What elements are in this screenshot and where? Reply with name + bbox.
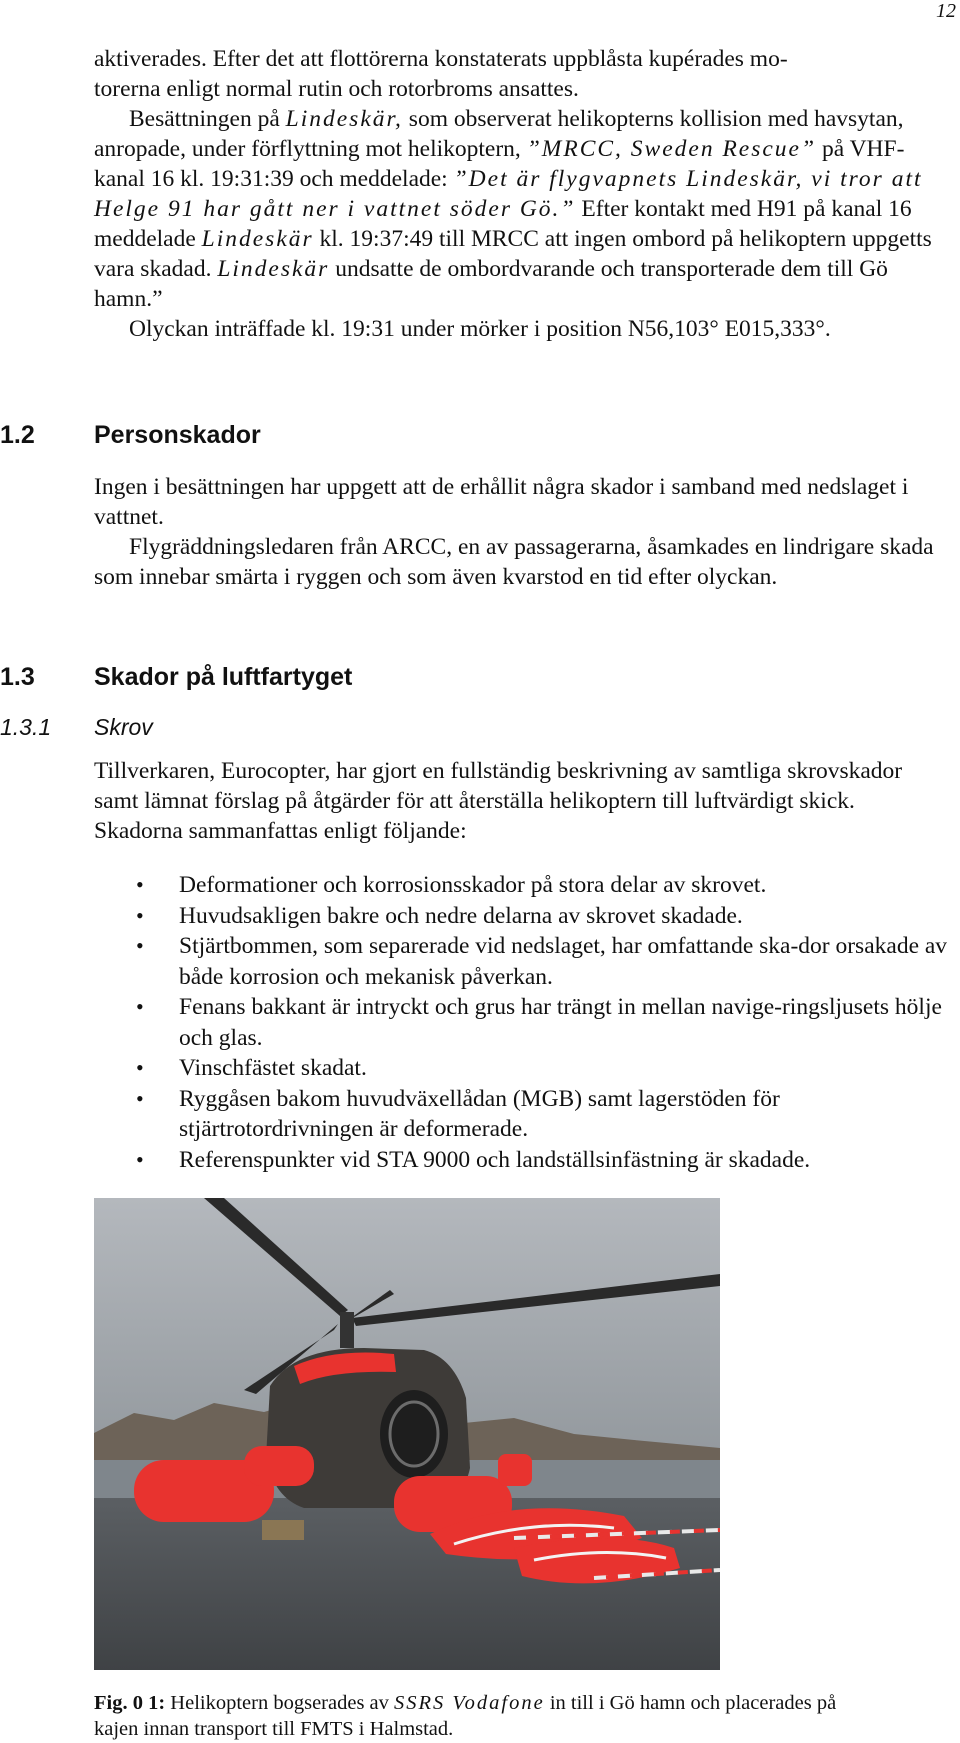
vessel-name: Lindeskär,: [285, 106, 403, 132]
list-item: • Deformationer och korrosionsskador på stora delar av skrovet.: [94, 870, 954, 901]
figure-caption: [94, 1690, 854, 1742]
paragraph-manufacturer: Tillverkaren, Eurocopter, har gjort en fullständig beskrivning av samtliga skrovskador samt lämnat förslag på åtgärder för att återställa helikoptern till luftvärdigt skick. Skadorna sammanfattas enligt följande:: [94, 758, 903, 844]
subsection-number: 1.3.1: [0, 714, 52, 740]
radio-message-quote: ”Det är flygvapnets Lindeskär, vi tror att Helge 91 har gått ner i vattnet söder Gö.”: [94, 166, 923, 222]
helicopter-illustration: [94, 1198, 720, 1670]
text-run: Besättningen på: [129, 106, 286, 132]
text-run: undsatte de ombordvarande och transporterade dem till Gö hamn.”: [94, 256, 888, 312]
section-title: Skador på luftfartyget: [94, 663, 353, 691]
paragraph-crew-injuries: Ingen i besättningen har uppgett att de erhållit några skador i samband med nedslaget i vattnet.: [94, 474, 909, 530]
text-run: Efter kontakt med H91 på kanal 16 meddelade: [94, 196, 912, 252]
rotor-mast: [340, 1312, 354, 1348]
list-item: • Stjärtbommen, som separerade vid nedslaget, har omfattande ska-dor orsakade av både korrosion och mekanisk påverkan.: [94, 931, 954, 992]
list-item: • Huvudsakligen bakre och nedre delarna av skrovet skadade.: [94, 901, 954, 932]
radio-callsign-quote: ”MRCC, Sweden Rescue”: [526, 136, 817, 162]
subsection-title: Skrov: [94, 714, 153, 740]
vessel-name: SSRS Vodafone: [394, 1692, 545, 1714]
text-line: aktiverades. Efter det att flottörerna konstaterats uppblåsta kupérades mo-: [94, 46, 788, 72]
damage-list: [94, 870, 954, 1175]
caption-text: Helikoptern bogserades av: [165, 1692, 395, 1714]
section-number: 1.2: [0, 421, 35, 449]
vessel-name: Lindeskär: [201, 226, 314, 252]
helicopter-photo: [94, 1198, 720, 1670]
section-number: 1.3: [0, 663, 35, 691]
vessel-name: Lindeskär: [217, 256, 330, 282]
text-line: torerna enligt normal rutin och rotorbroms ansattes.: [94, 76, 579, 102]
paragraph-passenger-injury: Flygräddningsledaren från ARCC, en av passagerarna, åsamkades en lindrigare skada som innebar smärta i ryggen och som även kvarstod en tid efter olyckan.: [94, 534, 934, 590]
section-title: Personskador: [94, 421, 261, 449]
list-item: • Referenspunkter vid STA 9000 och landställsinfästning är skadade.: [94, 1145, 954, 1176]
text-run: som observerat helikopterns kollision med havsytan, anropade, under förflyttning mot helikoptern,: [94, 106, 904, 162]
paragraph-continuation: [94, 44, 940, 104]
landing-pallet: [262, 1520, 304, 1540]
paragraph-position: Olyckan inträffade kl. 19:31 under mörker i position N56,103° E015,333°.: [129, 316, 831, 342]
list-item: • Ryggåsen bakom huvudväxellådan (MGB) samt lagerstöden för stjärtrotordrivningen är deformerade.: [94, 1084, 954, 1145]
list-item: • Vinschfästet skadat.: [94, 1053, 954, 1084]
list-item: • Fenans bakkant är intryckt och grus har trängt in mellan navige-ringsljusets hölje och glas.: [94, 992, 954, 1053]
paragraph-radio-call: [94, 104, 940, 314]
caption-text: in till i Gö hamn och placerades på kajen innan transport till FMTS i Halmstad.: [94, 1692, 837, 1740]
text-run: kl. 19:37:49 till MRCC att ingen ombord på helikoptern uppgetts vara skadad.: [94, 226, 932, 282]
page-number: 12: [936, 0, 956, 22]
text-run: på VHF-kanal 16 kl. 19:31:39 och meddelade:: [94, 136, 905, 192]
figure-label: Fig. 0 1:: [94, 1692, 166, 1714]
